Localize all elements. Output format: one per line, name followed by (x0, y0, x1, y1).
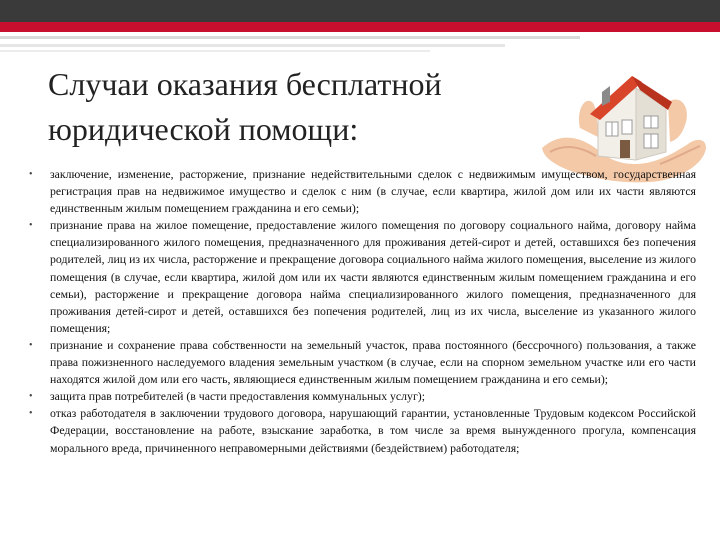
items-list-container (28, 166, 696, 457)
items-list (28, 166, 696, 457)
title-line-2: юридической помощи: (48, 111, 359, 147)
slide-title (48, 62, 518, 152)
list-item (28, 217, 696, 337)
bullet-icon: • (29, 339, 33, 351)
decor-stripe (0, 50, 430, 52)
top-red-bar (0, 22, 720, 32)
list-item (28, 388, 696, 405)
top-dark-bar (0, 0, 720, 22)
list-item (28, 337, 696, 388)
bullet-icon: • (29, 220, 33, 232)
list-item (28, 405, 696, 456)
list-item-text: заключение, изменение, расторжение, признание недействительными сделок с недвижимым имуществом, государственная регистрация прав на недвижимое имущество и сделок с ним (в случае, если квартира, жилой дом или их части являются единственным жилым помещением гражданина и его семьи); (50, 167, 696, 216)
decor-stripe (0, 36, 580, 39)
title-line-1: Случаи оказания бесплатной (48, 66, 442, 102)
list-item-text: признание и сохранение права собственности на земельный участок, права постоянного (бессрочного) пользования, а также права пожизненного наследуемого владения земельным участком (в случае, если на спорном земельном участке или его части находятся жилой дом или его часть, являющиеся единственным жилым помещением гражданина и его семьи); (50, 337, 696, 387)
bullet-icon: • (29, 391, 33, 403)
list-item-text: защита прав потребителей (в части предоставления коммунальных услуг); (50, 389, 426, 404)
list-item-text: отказ работодателя в заключении трудового договора, нарушающий гарантии, установленные Трудовым кодексом Российской Федерации, восстановление на работе, взыскание заработка, в том числе за время вынужденного прогула, компенсация морального вреда, причиненного неправомерными действиями (бездействием) работодателя; (50, 406, 696, 455)
decor-stripe (0, 44, 505, 47)
bullet-icon: • (29, 408, 33, 420)
bullet-icon: • (29, 169, 33, 180)
list-item-text: признание права на жилое помещение, предоставление жилого помещения по договору социального найма, договору найма специализированного жилого помещения, предназначенного для проживания детей-сирот и детей, оставшихся без попечения родителей, лиц из их числа, расторжение и прекращение договора социального найма жилого помещения, выселение из жилого помещения (в случае, если квартира, жилой дом или их части являются единственным жилым помещением гражданина и его семьи), расторжение и прекращение договора найма специализированного жилого помещения, предназначенного для проживания детей-сирот и детей, оставшихся без попечения родителей, лиц из их числа, выселение из указанного жилого помещения; (50, 218, 696, 335)
list-item (28, 166, 696, 217)
house-in-hands-icon (540, 52, 708, 184)
